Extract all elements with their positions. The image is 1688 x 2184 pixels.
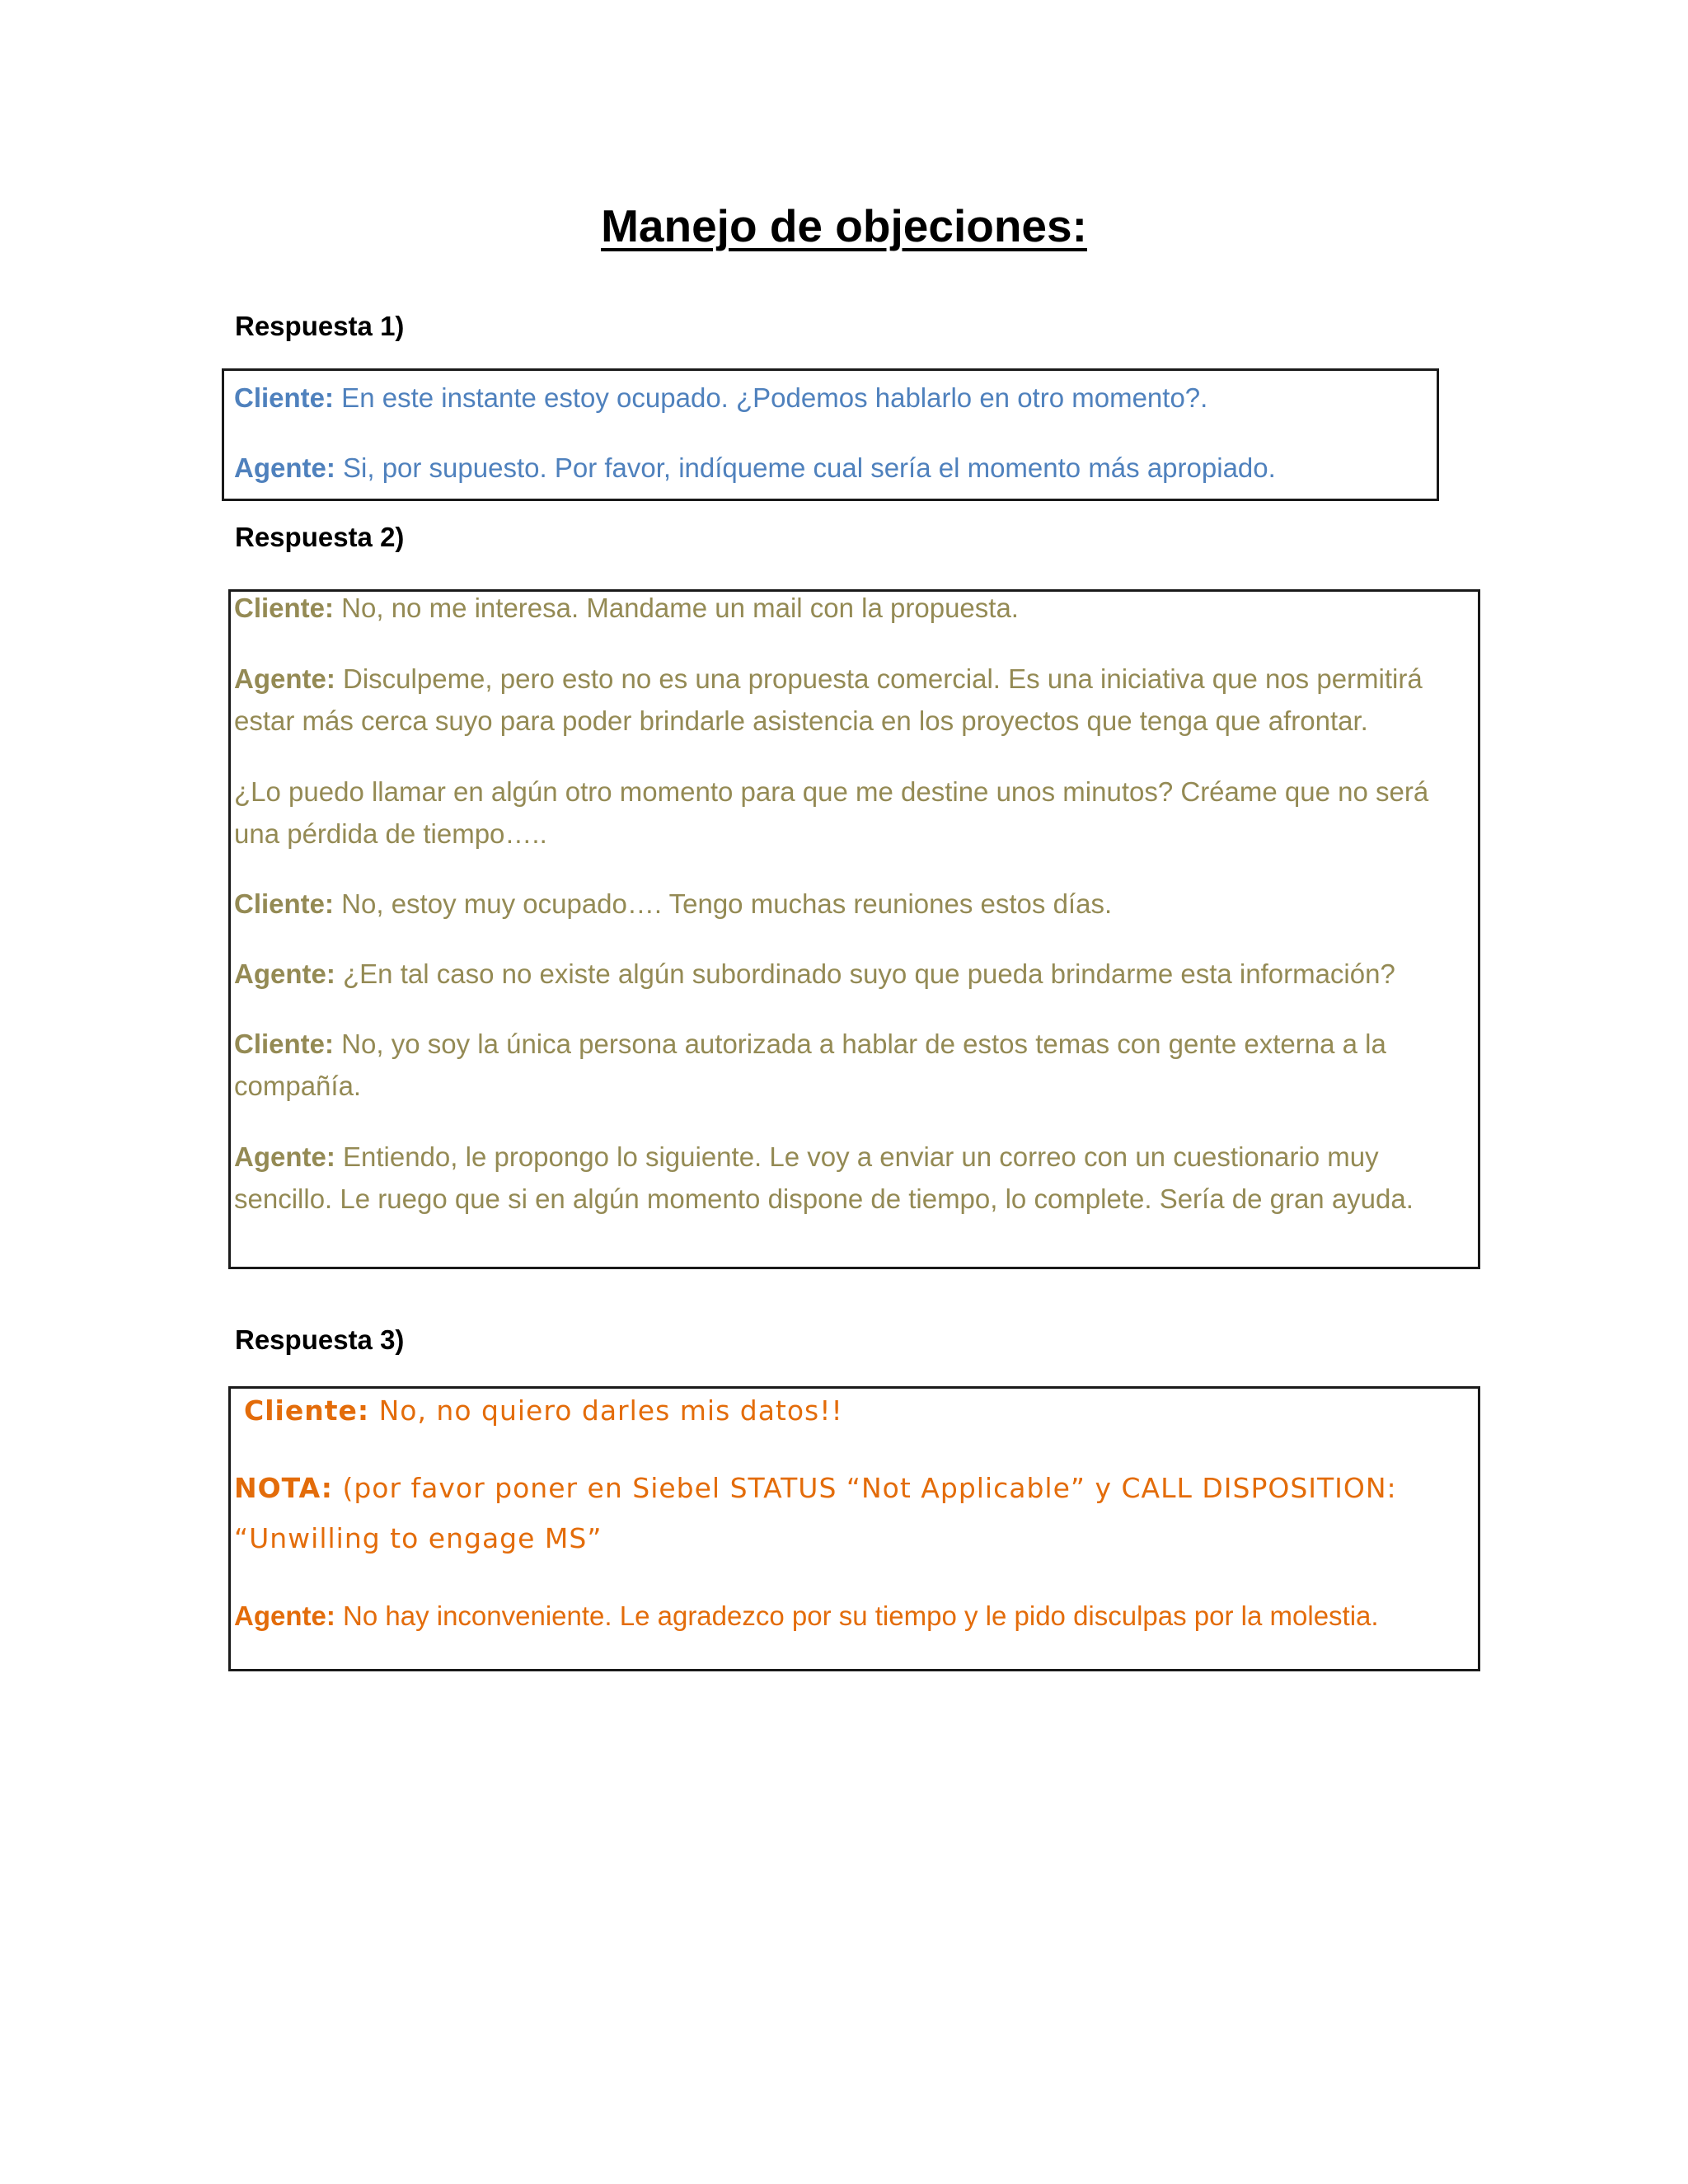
page-title: Manejo de objeciones:: [601, 200, 1087, 251]
dialogue-text: “Unwilling to engage MS”: [234, 1522, 603, 1554]
respuesta-2-line: [234, 1023, 1386, 1065]
respuesta-3-line: [244, 1390, 843, 1432]
respuesta-2-line: [234, 1178, 1414, 1220]
speaker-label: Cliente:: [234, 382, 335, 413]
dialogue-text: Entiendo, le propongo lo siguiente. Le voy a enviar un correo con un cuestionario muy: [335, 1141, 1379, 1172]
dialogue-text: (por favor poner en Siebel STATUS “Not Applicable” y CALL DISPOSITION:: [332, 1472, 1397, 1504]
dialogue-text: Si, por supuesto. Por favor, indíqueme cual sería el momento más apropiado.: [335, 452, 1276, 483]
respuesta-3-line: [234, 1467, 1397, 1509]
respuesta-3-line: [234, 1595, 1379, 1637]
speaker-label: NOTA:: [234, 1472, 333, 1504]
respuesta-3-heading: Respuesta 3): [235, 1324, 405, 1355]
speaker-label: Agente:: [234, 1141, 335, 1172]
speaker-label: Cliente:: [234, 888, 335, 919]
dialogue-text: No, no me interesa. Mandame un mail con la propuesta.: [334, 593, 1019, 623]
dialogue-text: compañía.: [234, 1071, 362, 1101]
respuesta-2-line: [234, 883, 1112, 925]
speaker-label: Cliente:: [234, 1029, 335, 1059]
respuesta-3-line: [234, 1517, 602, 1559]
speaker-label: Agente:: [234, 663, 335, 694]
respuesta-1-line: [234, 377, 1207, 419]
respuesta-2-line: [234, 953, 1395, 995]
speaker-label: Agente:: [234, 452, 335, 483]
dialogue-text: ¿En tal caso no existe algún subordinado suyo que pueda brindarme esta información?: [335, 958, 1395, 989]
dialogue-text: No, estoy muy ocupado…. Tengo muchas reuniones estos días.: [334, 888, 1113, 919]
respuesta-2-line: [234, 658, 1423, 700]
respuesta-2-line: [234, 1136, 1379, 1178]
respuesta-1-heading: Respuesta 1): [235, 311, 405, 341]
respuesta-2-line: [234, 771, 1428, 813]
respuesta-2-heading: Respuesta 2): [235, 522, 405, 552]
respuesta-2-line: [234, 813, 547, 855]
dialogue-text: una pérdida de tiempo…..: [234, 818, 547, 849]
dialogue-text: Disculpeme, pero esto no es una propuesta comercial. Es una iniciativa que nos permitirá: [335, 663, 1423, 694]
dialogue-text: No hay inconveniente. Le agradezco por su tiempo y le pido disculpas por la molestia.: [335, 1601, 1379, 1631]
respuesta-1-line: [234, 447, 1276, 489]
dialogue-text: No, yo soy la única persona autorizada a hablar de estos temas con gente externa a la: [334, 1029, 1386, 1059]
dialogue-text: ¿Lo puedo llamar en algún otro momento para que me destine unos minutos? Créame que no será: [234, 776, 1429, 807]
speaker-label: Cliente:: [234, 593, 335, 623]
dialogue-text: En este instante estoy ocupado. ¿Podemos hablarlo en otro momento?.: [334, 382, 1208, 413]
respuesta-2-line: [234, 587, 1019, 629]
dialogue-text: No, no quiero darles mis datos!!: [369, 1394, 843, 1427]
respuesta-2-line: [234, 700, 1368, 742]
respuesta-2-line: [234, 1065, 361, 1107]
speaker-label: Agente:: [234, 1601, 335, 1631]
dialogue-text: sencillo. Le ruego que si en algún momento dispone de tiempo, lo complete. Sería de gran ayuda.: [234, 1183, 1414, 1214]
speaker-label: Agente:: [234, 958, 335, 989]
speaker-label: Cliente:: [244, 1394, 370, 1427]
dialogue-text: estar más cerca suyo para poder brindarle asistencia en los proyectos que tenga que afrontar.: [234, 705, 1368, 736]
